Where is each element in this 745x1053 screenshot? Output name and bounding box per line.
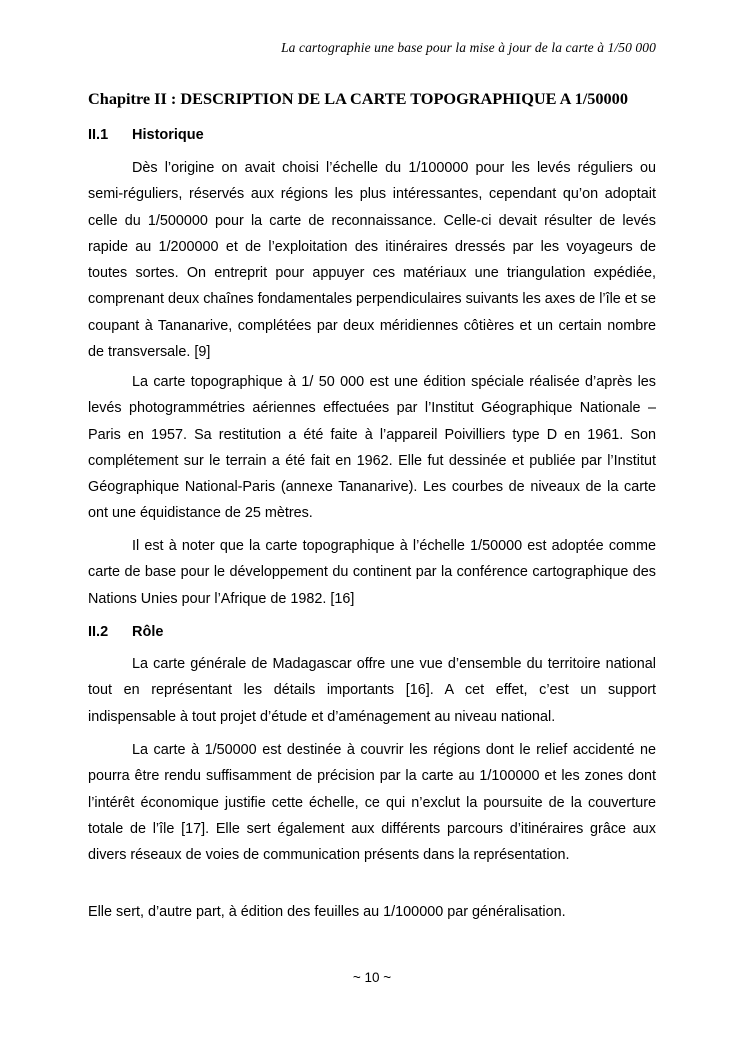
section-number: II.2 <box>88 624 109 640</box>
paragraph-historique-1: Dès l’origine on avait choisi l’échelle du 1/100000 pour les levés réguliers ou semi-réguliers, réservés aux régions les plus intéressantes, cependant qu’on adoptait celle du 1/500000 pour la carte de reconnaissance. Celle-ci devait résulter de levés rapide au 1/200000 et de l’exploitation des itinéraires dressés par les voyageurs de toutes sortes. On entreprit pour appuyer ces matériaux une triangulation expédiée, comprenant deux chaînes fondamentales perpendiculaires suivants les axes de l’île et se coupant à Tananarive, complétées par deux méridiennes côtières et un certain nombre de transversale. [9] <box>88 160 656 361</box>
section-heading-historique <box>88 127 204 143</box>
paragraph-historique-2: La carte topographique à 1/ 50 000 est une édition spéciale réalisée d’après les levés photogrammétries aériennes effectuées par l’Institut Géographique Nationale – Paris en 1957. Sa restitution a été faite à l’appareil Poivilliers type D en 1961. Son complétement sur le terrain a été fait en 1962. Elle fut dessinée et publiée par l’Institut Géographique National-Paris (annexe Tananarive). Les courbes de niveaux de la carte ont une équidistance de 25 mètres. <box>88 374 656 522</box>
paragraph-historique-3: Il est à noter que la carte topographique à l’échelle 1/50000 est adoptée comme carte de base pour le développement du continent par la conférence cartographique des Nations Unies pour l’Afrique de 1982. [16] <box>88 538 656 607</box>
running-header: La cartographie une base pour la mise à jour de la carte à 1/50 000 <box>281 40 656 55</box>
chapter-title: Chapitre II : DESCRIPTION DE LA CARTE TOPOGRAPHIQUE A 1/50000 <box>88 89 628 108</box>
section-title: Historique <box>132 127 204 143</box>
section-heading-role <box>88 624 163 640</box>
paragraph-role-1: La carte générale de Madagascar offre une vue d’ensemble du territoire national tout en représentant les détails importants [16]. A cet effet, c’est un support indispensable à tout projet d’étude et d’aménagement au niveau national. <box>88 656 656 725</box>
paragraph-role-3: Elle sert, d’autre part, à édition des feuilles au 1/100000 par généralisation. <box>88 904 566 920</box>
paragraph-role-2: La carte à 1/50000 est destinée à couvrir les régions dont le relief accidenté ne pourra être rendu suffisamment de précision par la carte au 1/100000 et les zones dont l’intérêt économique justifie cette échelle, ce qui n’exclut la poursuite de la couverture totale de l’île [17]. Elle sert également aux différents parcours d’itinéraires grâce aux divers réseaux de voies de communication présents dans la représentation. <box>88 742 656 864</box>
section-number: II.1 <box>88 127 109 143</box>
page-number: ~ 10 ~ <box>352 970 392 985</box>
document-page <box>88 0 656 1053</box>
section-title: Rôle <box>132 624 164 640</box>
